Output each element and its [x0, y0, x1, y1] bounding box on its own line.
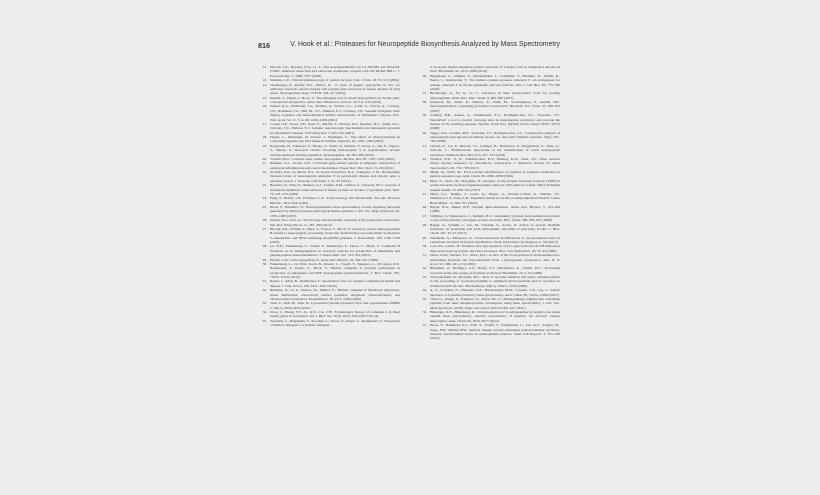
- reference-text: Hook, V., Bandeira, N.: Neuropeptidomics mass spectrometry reveals signaling networks generated by distinct protease pathways in human systems. J. Am. Soc. Mass Spectrom. 26, 1970–1980 (2015): [270, 205, 400, 218]
- reference-number: 21.: [262, 161, 267, 166]
- reference-item: [258, 196, 400, 205]
- reference-item: [258, 122, 400, 135]
- reference-text: Hunt, N., Nono, M., Hosojima, H.: Analysis of thyrotropin releasing hormone (TRH) in serum and urine by mass fragmentography using GC-MS (author's transl). Nihon Naibunpi Gakkai Zasshi. 53, 698–702 (1977): [430, 178, 560, 192]
- reference-number: 17.: [262, 121, 267, 126]
- reference-item: [418, 131, 560, 144]
- reference-number: 53.: [422, 275, 427, 279]
- reference-number: 33.: [262, 301, 267, 306]
- reference-number: 37.: [422, 91, 427, 96]
- reference-item: [418, 288, 560, 297]
- reference-text: Dagan, L., Marsinger, D., Drewe, J., Beglinger, C.: The effect of cholecystokinin in controlling appetite and food intake in humans. Peptides. 22, 1265–1269 (2001): [270, 135, 400, 144]
- reference-number: 35.: [262, 318, 267, 323]
- reference-number: 51.: [422, 253, 427, 258]
- reference-text: Sevenich, L., Hagemann, S., Stoeckle, C., Tolosa, E., Peters, C., Reinheckel, T.: Expression of human cathepsin L or human cathepsin: [270, 318, 400, 328]
- reference-text: Hook, V., Bommard, K.J., Kim, Y., Toneff, T., Funkelstein, L., Lee, K.C., Ziegler, M., Gage, F.H.: Human iPSC neurons display activity-dependent neurotransmitter secretion: aberrant catecholamine levels in schizophrenia neurons. Stem Cell Reports. 3, 531–538 (2014): [430, 323, 560, 341]
- reference-text: Felig, P., Baxter, J.D., Frohman, L.A.: Endocrinology and Metabolism, 3rd edn. McGraw Hill Inc., New York (1981): [270, 196, 400, 205]
- reference-text: de Avila, E.D., de Melos, R.S., de Godoi Gonçalves, D.A., Campeiro, C.M.: Relationship between levels of neuropeptide substance P in periodontal disease and chronic pain: a literature review. J. Investig. Clin. Dent. 5, 91–97 (2014): [270, 170, 400, 183]
- reference-number: 14.: [262, 82, 267, 87]
- reference-text: Brömme, D., Li, Z., Barnes, M., Mehler, E.: Human cathepsin V functional expression, tissue distribution, electrostatic surface potential, enzymatic characterization, and chromosomal localization. Biochemistry. 38, 2377–2385 (1999): [270, 288, 400, 301]
- reference-item: [418, 244, 560, 253]
- reference-item: [258, 104, 400, 122]
- reference-text: Turk, V., Turk, B., Turk, D.: Lysosomal cysteine proteases: facts and opportunities. EMBO J. 20(17), 4629–4633 (2001): [270, 301, 400, 310]
- reference-item: [418, 65, 560, 74]
- reference-item: [418, 297, 560, 310]
- reference-text: Counts, S.E., Perez, S.E., Kahl, U., Bartfai, T., Bowser, R.P., Deecher, D.C., Mash, D.C., Crawley, J.N., Mufson, E.J.: Galanin: neurobiologic mechanisms and therapeutic potential for Alzheimer's disease. CNS Drug Rev. 7, 445–470 (2001): [270, 121, 400, 135]
- reference-number: 31.: [262, 279, 267, 284]
- reference-item: [258, 279, 400, 288]
- reference-item: [258, 135, 400, 144]
- reference-text: Pedrini, S., Yakuk, J., Hook, V.: The emerging role of opioid dysregulation in chronic pain: a therapeutic perspective. Annu. Rev. Pharmacol. Toxicol. 56, 511–533 (2016): [270, 95, 400, 104]
- reference-item: [258, 288, 400, 301]
- reference-number: 29.: [262, 257, 267, 262]
- reference-number: 30.: [262, 261, 267, 266]
- reference-text: Ruddent, A.C., Rosen, A.F.: Calcitonin gene-related peptide in migraine: intersection of peripheral inflammation and central modulation. Expert Rev. Mol. Med. 13, e36 (2011): [270, 161, 400, 170]
- reference-text: Schilling, S., Wasternack, C., Demuth, H.U.: Glutaminyl cyclases from animals and plants: a case of functionally convergent protein evolution. Biol. Chem. 389, 983–991 (2008): [430, 213, 560, 223]
- reference-text: Hagemann, S., Günther, T., Dennemärker, J., Lohmüller, T., Brömme, D., Schüle, R., Peters, C., Reinheckel, T.: The human cysteine protease cathepsin V can compensate for murine cathepsin L in mouse epidermis and hair follicles. Eur. J. Cell Biol. 83, 775–780 (2004): [430, 73, 560, 91]
- reference-text: Kageyama, H., Takenoya, F., Hirako, S., Wada, N., Kintaka, Y., Inoue, S., Ota, E., Ogawa, T., Shioda, S.: Neuronal circuits involving neuropeptide Y in hypothalamic arcuate nucleus-mediated feeding regulation. Neuropeptides. 46, 285–289 (2012): [270, 143, 400, 157]
- reference-number: 49.: [422, 235, 427, 240]
- reference-number: 12.: [262, 65, 267, 69]
- reference-text: Dowell, J.A., Heyden, W.V., Li, L.: Rat neuropeptidomics by LC-MS/MS and MALDI-FTMS: enhanced dissection and extraction techniques coupled with 2D RP-RP HPLC. J. Proteome Res. 5, 3368–3375 (2006): [270, 65, 400, 78]
- references-left-column: [258, 65, 400, 328]
- reference-item: [418, 100, 560, 113]
- reference-item: [418, 192, 560, 205]
- reference-text: Benedict, R., Elias, E., Masters, A.J., Caudle, R.M., Laiman, S., Sabarala, M.C.: Actions of intrathecal diphtheria toxin-substance P fusion protein on models of persistent pain. Pain. 79, 241–253 (1999): [270, 183, 400, 196]
- reference-text: Tordoff, M.G.: Calcium: taste, intake, and appetite. Physiol. Rev. 81, 1567–1597 (2001): [270, 156, 395, 161]
- reference-item: [258, 83, 400, 96]
- reference-text: Chaibongsa, P., Kieffer, B.L., Befort, K.: 15 years of genetic approaches in vivo for addiction research: opioid receptor and peptide gene knockout in mouse models of drug abuse. Neuropharmacology. 76 Pt B, 204–217 (2014): [270, 82, 400, 96]
- reference-item: [418, 266, 560, 275]
- reference-number: 20.: [262, 156, 267, 161]
- reference-item: [258, 319, 400, 328]
- reference-text: A, V., Licermer, N., Hanaoka, D.Z., Buchschmid, M.M., Costello, C.E., Lin, C.: Direct detection of S-palmitoylation by mass spectrometry. Anal. Chem. 85, 11952–11959 (2013): [430, 288, 560, 297]
- reference-number: 24.: [262, 196, 267, 201]
- reference-text: Vishwanatham, D., Bertolini, M.C.: Role of tyrosine sulfation and serine phosphorylation in the processing of procholecystokinin to amidated cholecystokinin and its secretion in transfected AtT-20 cells. Biochemistry. 39(15), 13621–13759 (2000): [430, 275, 560, 288]
- reference-number: 22.: [262, 170, 267, 174]
- reference-number: 38.: [422, 100, 427, 104]
- reference-text: Simonin, C.E.: Clinical pharmacology of opioids for pain. Clin. J. Pain. 18, S3–S13 (2002): [270, 78, 400, 83]
- reference-item: [258, 218, 400, 227]
- reference-text: Chen, G., Zhang, Y., Trinidad, J.C., Dann, Iid., C.: Distinguishing sulfotyrosine containing peptides from their phosphotyrosine counterparts using mass spectrometry. J. Am. Soc. Mass Spectrom. (2018). https://doi.org/10.1007/s13361-017-1854-1: [430, 296, 560, 310]
- reference-item: [258, 183, 400, 196]
- reference-number: 25.: [262, 205, 267, 209]
- reference-item: [258, 65, 400, 78]
- reference-number: 40.: [422, 130, 427, 135]
- reference-item: [418, 144, 560, 157]
- reference-text: Reiser, J., Adair, B., Reinheckel, T.: Specialized roles for cysteine cathepsins in health and disease. J. Clin. Invest. 120, 3421–3431 (2010): [270, 279, 400, 288]
- reference-number: 45.: [422, 191, 427, 196]
- reference-number: 28.: [262, 244, 267, 249]
- reference-text: Steiner, R.A., Holtmann, J.G., Holmes, A., Wrenn, C.C., Cadd, G., Sutton, A., Crawley, J.N., Hohmann, J.G., Hill, M., S.V., Mathew, E.J., Crawley, J.N.: Galanin transgenic mice display cognitive and neurochemical deficits characteristic of Alzheimer's disease. Proc. Natl. Acad. Sci. U. S. A. 98, 4184–4189 (2001): [270, 104, 400, 122]
- reference-text: V in mouse thymus mediates positive selection of T helper cells in cathepsin L knock-out mice. Biochimie. 92, 1674–1680 (2010): [430, 65, 560, 74]
- reference-number: 32.: [262, 288, 267, 293]
- reference-text: Rajpal, G., Schuiki, I., Liu, M., Volchuk, A., Arvan, P.: Action of protein disulfide isomerase on proinsulin exit from endoplasmic reticulum of pancreatic β-cells. J. Biol. Chem. 287, 43–47 (2012): [430, 222, 560, 236]
- reference-item: [418, 223, 560, 236]
- reference-number: 47.: [422, 213, 427, 218]
- reference-text: Svensson, M., Sköld, K., Nilsson, A., Fälth, M., Svenningsson, P., Andrén, P.E.: Neuropeptidomics: expanding proteomics downwards. Biochem. Soc. Trans. 35, 588–593 (2007): [430, 100, 560, 113]
- reference-number: 18.: [262, 135, 267, 139]
- reference-text: Tegge, A.N., Southey, B.R., Sweedler, J.V., Rodriguez-Zas, S.L.: Comparative analysis of neuropeptide cleavage sites in human, mouse, rat, and cattle. Mamm. Genome. 19(2), 106–120 (2008): [430, 130, 560, 144]
- reference-number: 34.: [262, 310, 267, 314]
- reference-number: 43.: [422, 170, 427, 174]
- references-right-column: [418, 65, 560, 341]
- reference-number: 23.: [262, 183, 267, 188]
- reference-item: [418, 113, 560, 131]
- reference-item: [418, 205, 560, 214]
- reference-item: [258, 161, 400, 170]
- reference-number: 13.: [262, 78, 267, 83]
- reference-number: 55.: [422, 296, 427, 301]
- reference-item: [258, 262, 400, 280]
- reference-number: 54.: [422, 288, 427, 293]
- reference-text: Lu, W.D., Funkelstein, L., Toneff, T., Reinheckel, T., Peters, C., Hook, V.: Cathepsin H functions as an aminopeptidase in secretory vesicles for production of enkephalin and galanin peptide neurotransmitters. J. Neurochem. 122, 512–552 (2012): [270, 244, 400, 258]
- reference-text: Funkelstein, L., Lu, W.D., Koch, B., Mosier, C., Toneff, T., Taupenot, L., O'Connor, D.T., Reinheckel, T., Peters, C., Hook, V.: Human cathepsin V protease participates in production of enkephalin and NPY neuropeptide neurotransmitters. J. Biol. Chem. 287, 15232–15241 (2012): [270, 261, 400, 279]
- reference-text: Loh, Y.P., Gainer, H.: Evidence that glycosylation of pro-opiocortin and ACTH influences their proteolysis by trypsin and blood proteases. Mol. Cell. Endocrinol. 20, 35–44 (1980): [430, 244, 560, 253]
- reference-item: [258, 205, 400, 218]
- reference-item: [418, 170, 560, 179]
- reference-number: 46.: [422, 205, 427, 209]
- reference-number: 39.: [422, 113, 427, 118]
- reference-text: Eipper, B.A., Mains, R.E.: Peptide alpha-amidation. Annu. Rev. Physiol. 5, 333–344 (1988): [430, 205, 560, 214]
- reference-item: [418, 236, 560, 245]
- reference-number: 50.: [422, 244, 427, 249]
- reference-item: [258, 96, 400, 105]
- reference-text: Wallace, W.E., Ji, W., Tchekhovskoi, D.V., Phinney, K.W., Stein, S.E.: Mass spectral library quality assurance by inter-library comparison. J. American Society for Mass Spectrometry. 28, 733–738 (2017): [430, 156, 560, 170]
- reference-text: Dores, R.M., Stevens, T.C., Price, M.L.: A view of the N-acetylation of alpha-melanocyte-stimulating hormone and beta-endorphin from a phylogenetic perspective. Ann. N. Y. Acad. Sci. 680, 161–174 (1993): [430, 253, 560, 266]
- reference-item: [258, 227, 400, 245]
- reference-number: 44.: [422, 178, 427, 183]
- reference-number: 52.: [422, 266, 427, 271]
- reference-number: 36.: [422, 73, 427, 78]
- reference-text: Mann, M., Wilm, M.: Error-tolerant identification of peptides in sequence databases by peptide sequence tags. Anal. Chem. 66, 4390–4399 (1994): [430, 170, 560, 179]
- reference-item: [418, 310, 560, 323]
- reference-item: [418, 323, 560, 341]
- reference-number: 27.: [262, 226, 267, 231]
- reference-item: [418, 253, 560, 266]
- reference-number: 19.: [262, 143, 267, 148]
- reference-item: [418, 91, 560, 100]
- running-head: V. Hook et al.: Proteases for Neuropeptide Biosynthesis Analyzed by Mass Spectrometry: [290, 41, 560, 48]
- reference-number: 42.: [422, 156, 427, 161]
- reference-text: Hwang, S.R., O'Neill, A., Bark, S., Foulon, T., Hook, V.: Secretory vesicle aminopeptidase B related to neuropeptide processing: molecular identification and subcellular localization to enkephalin- and NPY-containing chromaffin granules. J. Neurochem. 100, 1340–1350 (2007): [270, 226, 400, 244]
- reference-text: Southey, B.R., Amare, A., Zimmerman, T.A., Rodriguez-Zas, S.L., Sweedler, J.V.: NeuroPred: a tool to predict cleavage sites in neuropeptide precursors and provide the masses of the resulting peptides. Nucleic Acids Res. 34(Web Server issue), W267–W272 (2006): [430, 113, 560, 131]
- page-number: 816: [258, 41, 270, 50]
- reference-text: Buchberger, A., Yu, Q., Li, L.: Advances in mass spectrometric tools for probing neuropeptides. Annu. Rev. Anal. Chem. 8, 485–509 (2015): [430, 91, 560, 100]
- reference-item: [258, 170, 400, 183]
- reference-item: [258, 144, 400, 157]
- reference-item: [258, 310, 400, 319]
- reference-item: [258, 244, 400, 257]
- reference-item: [418, 275, 560, 288]
- reference-number: 56.: [422, 310, 427, 314]
- reference-item: [418, 157, 560, 170]
- reference-text: Dunn, C.L., Hamby, T., Lewis, K., Plaggo, A., Fischer-Colbrie, R., Wilkins, J.F., Wilkinson, L.S., Isles, A.R.: Imprinted enhancers in mice lacking imprinted Nesp55. Genes Brain Behav. 15, 693–701 (2016): [430, 191, 560, 205]
- reference-item: [418, 74, 560, 92]
- reference-number: 15.: [262, 95, 267, 100]
- reference-text: Zhou, J., Zhang, Y.Y., Li, Q.Y., Cai, Z.H.: Evolutionary history of cathepsin L (L-like) family genes in vertebrates. Int. J. Biol. Sci. 11(9), 1016–1025 (2015 Jul 14): [270, 310, 400, 319]
- reference-item: [418, 179, 560, 192]
- reference-number: 26.: [262, 218, 267, 223]
- reference-number: 16.: [262, 104, 267, 109]
- reference-number: 48.: [422, 222, 427, 227]
- reference-item: [418, 214, 560, 223]
- reference-number: 41.: [422, 143, 427, 148]
- page-header: [258, 41, 560, 51]
- reference-number: 57.: [422, 323, 427, 328]
- reference-item: [258, 301, 400, 310]
- reference-text: Seidah, N.G., Prat, A.: The biology and therapeutic targeting of the proprotein convertases. Nat. Rev. Drug Discov. 11, 367–383 (2012): [270, 218, 400, 227]
- reference-text: Hunterger, K.E., Håkansson, K.: Characterization of O-sulfopeptides by negative ion mode tandem mass spectrometry: superior performance of negative ion electron capture dissociation. Anal. Chem. 84, 6570–6577 (2012): [430, 310, 560, 323]
- reference-text: Blinkman, A., Bradbury, A.F., Darby, N.J., Marshalsea, K., Smyth, D.G.: Processing reactions in the later stages of hormone activation. Biochimie. 70, 3–10 (1988): [430, 266, 560, 275]
- reference-text: Clynen, E., Liu, F., Husson, S.J., Landuyt, B., Hayakawa, E., Baggerman, G., Wets, G., Schoofs, L.: Bioinformatic approaches to the identification of novel neuropeptide precursors. Methods Mol. Biol. 615, 357–374 (2010): [430, 143, 560, 157]
- reference-text: Takahashi, A., Mizusawa, K.: Posttranslational modifications of proopiomelanocortin in vertebrates and their biological significance. Front. Endocrinol. (Lausanne). 4, 143 (2013): [430, 235, 560, 244]
- reference-text: Fricker, L.D.: Carboxypeptidase E. Annu. Rev. Physiol. 50, 309–321 (1988): [270, 257, 378, 262]
